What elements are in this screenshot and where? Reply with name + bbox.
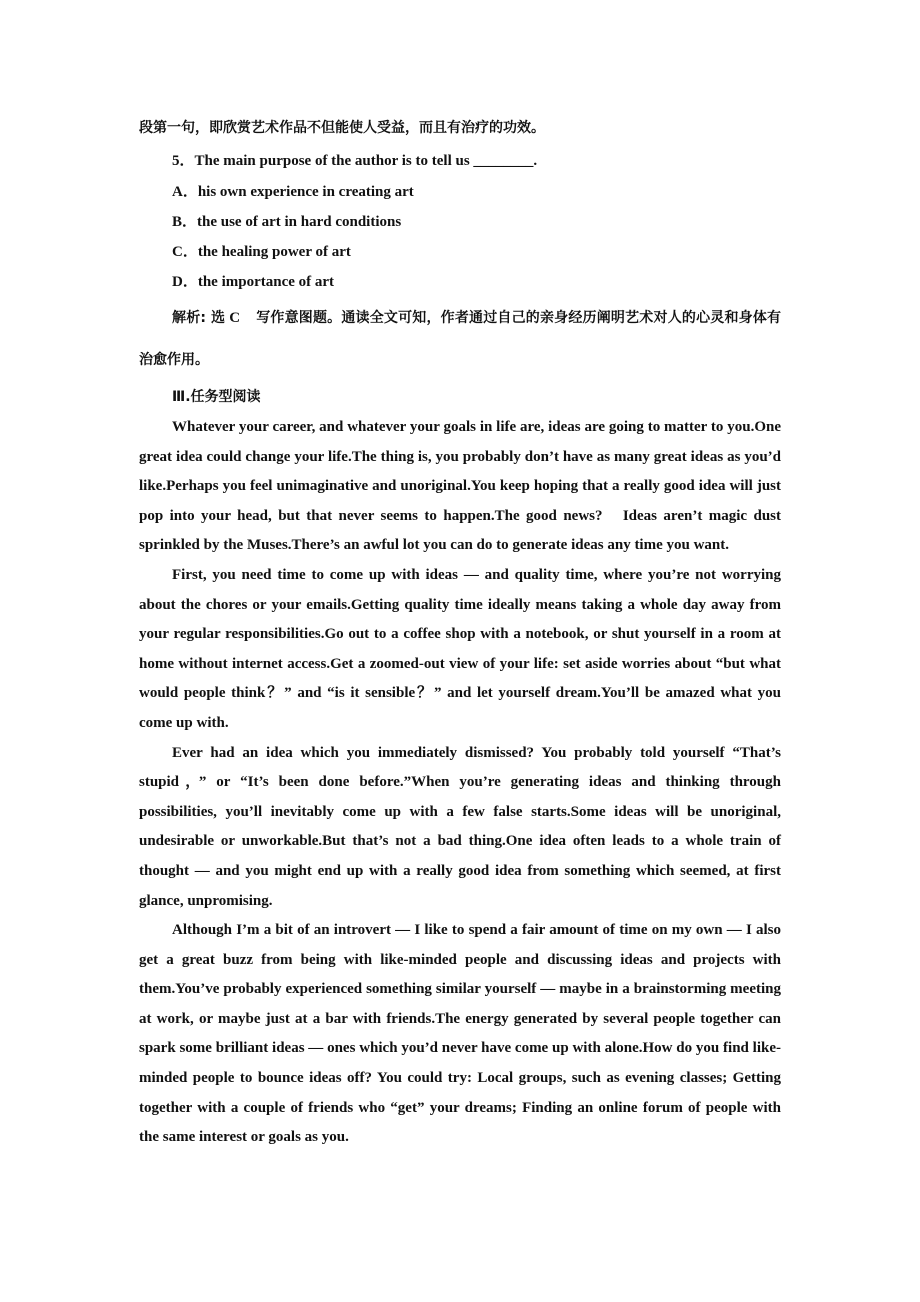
- option-c: C．the healing power of art: [172, 244, 351, 260]
- paragraph-2: First, you need time to come up with ideas — and quality time, where you’re not worrying about the chores or your emails.Getting quality time ideally means taking a whole day away from your regular responsibilities.Go out to a coffee shop with a notebook, or shut yourself in a room at home without internet access.Get a zoomed-out view of your life: set aside worries about “but what would people think？” and “is it sensible？” and let yourself dream.You’ll be amazed what you come up with.: [139, 566, 781, 731]
- option-d: D．the importance of art: [172, 274, 335, 290]
- analysis: [139, 297, 781, 381]
- analysis-text: 写作意图题。通读全文可知，作者通过自己的亲身经历阐明艺术对人的心灵和身体有治愈作用。: [139, 310, 782, 368]
- paragraph-1: Whatever your career, and whatever your goals in life are, ideas are going to matter to you.One great idea could change your life.The thing is, you probably don’t have as many great ideas as you’d like.Perhaps you feel unimaginative and unoriginal.You keep hoping that a really good idea will just pop into your head, but that never seems to happen.The good news? Ideas aren’t magic dust sprinkled by the Muses.There’s an awful lot you can do to generate ideas any time you want.: [139, 419, 781, 554]
- option-b: B．the use of art in hard conditions: [172, 214, 402, 230]
- analysis-answer: C: [229, 310, 241, 326]
- section-title: Ⅲ.任务型阅读: [172, 389, 261, 405]
- option-a: A．his own experience in creating art: [172, 184, 414, 200]
- analysis-label: 解析: 选: [172, 310, 226, 326]
- document-page: [139, 113, 781, 1153]
- question-stem: 5．The main purpose of the author is to tell us ________.: [172, 153, 538, 169]
- intro-fragment: 段第一句，即欣赏艺术作品不但能使人受益，而且有治疗的功效。: [139, 120, 545, 136]
- paragraph-4: Although I’m a bit of an introvert — I like to spend a fair amount of time on my own — I also get a great buzz from being with like-minded people and discussing ideas and projects with them.You’ve probably experienced something similar yourself — maybe in a brainstorming meeting at work, or maybe just at a bar with friends.The energy generated by several people together can spark some brilliant ideas — ones which you’d never have come up with alone.How do you find like-minded people to bounce ideas off? You could try: Local groups, such as evening classes; Getting together with a couple of friends who “get” your dreams; Finding an online forum of people with the same interest or goals as you.: [139, 922, 781, 1146]
- paragraph-3: Ever had an idea which you immediately dismissed? You probably told yourself “That’s stupid，” or “It’s been done before.”When you’re generating ideas and thinking through possibilities, you’ll inevitably come up with a few false starts.Some ideas will be unoriginal, undesirable or unworkable.But that’s not a bad thing.One idea often leads to a whole train of thought — and you might end up with a really good idea from something which seemed, at first glance, unpromising.: [139, 744, 781, 909]
